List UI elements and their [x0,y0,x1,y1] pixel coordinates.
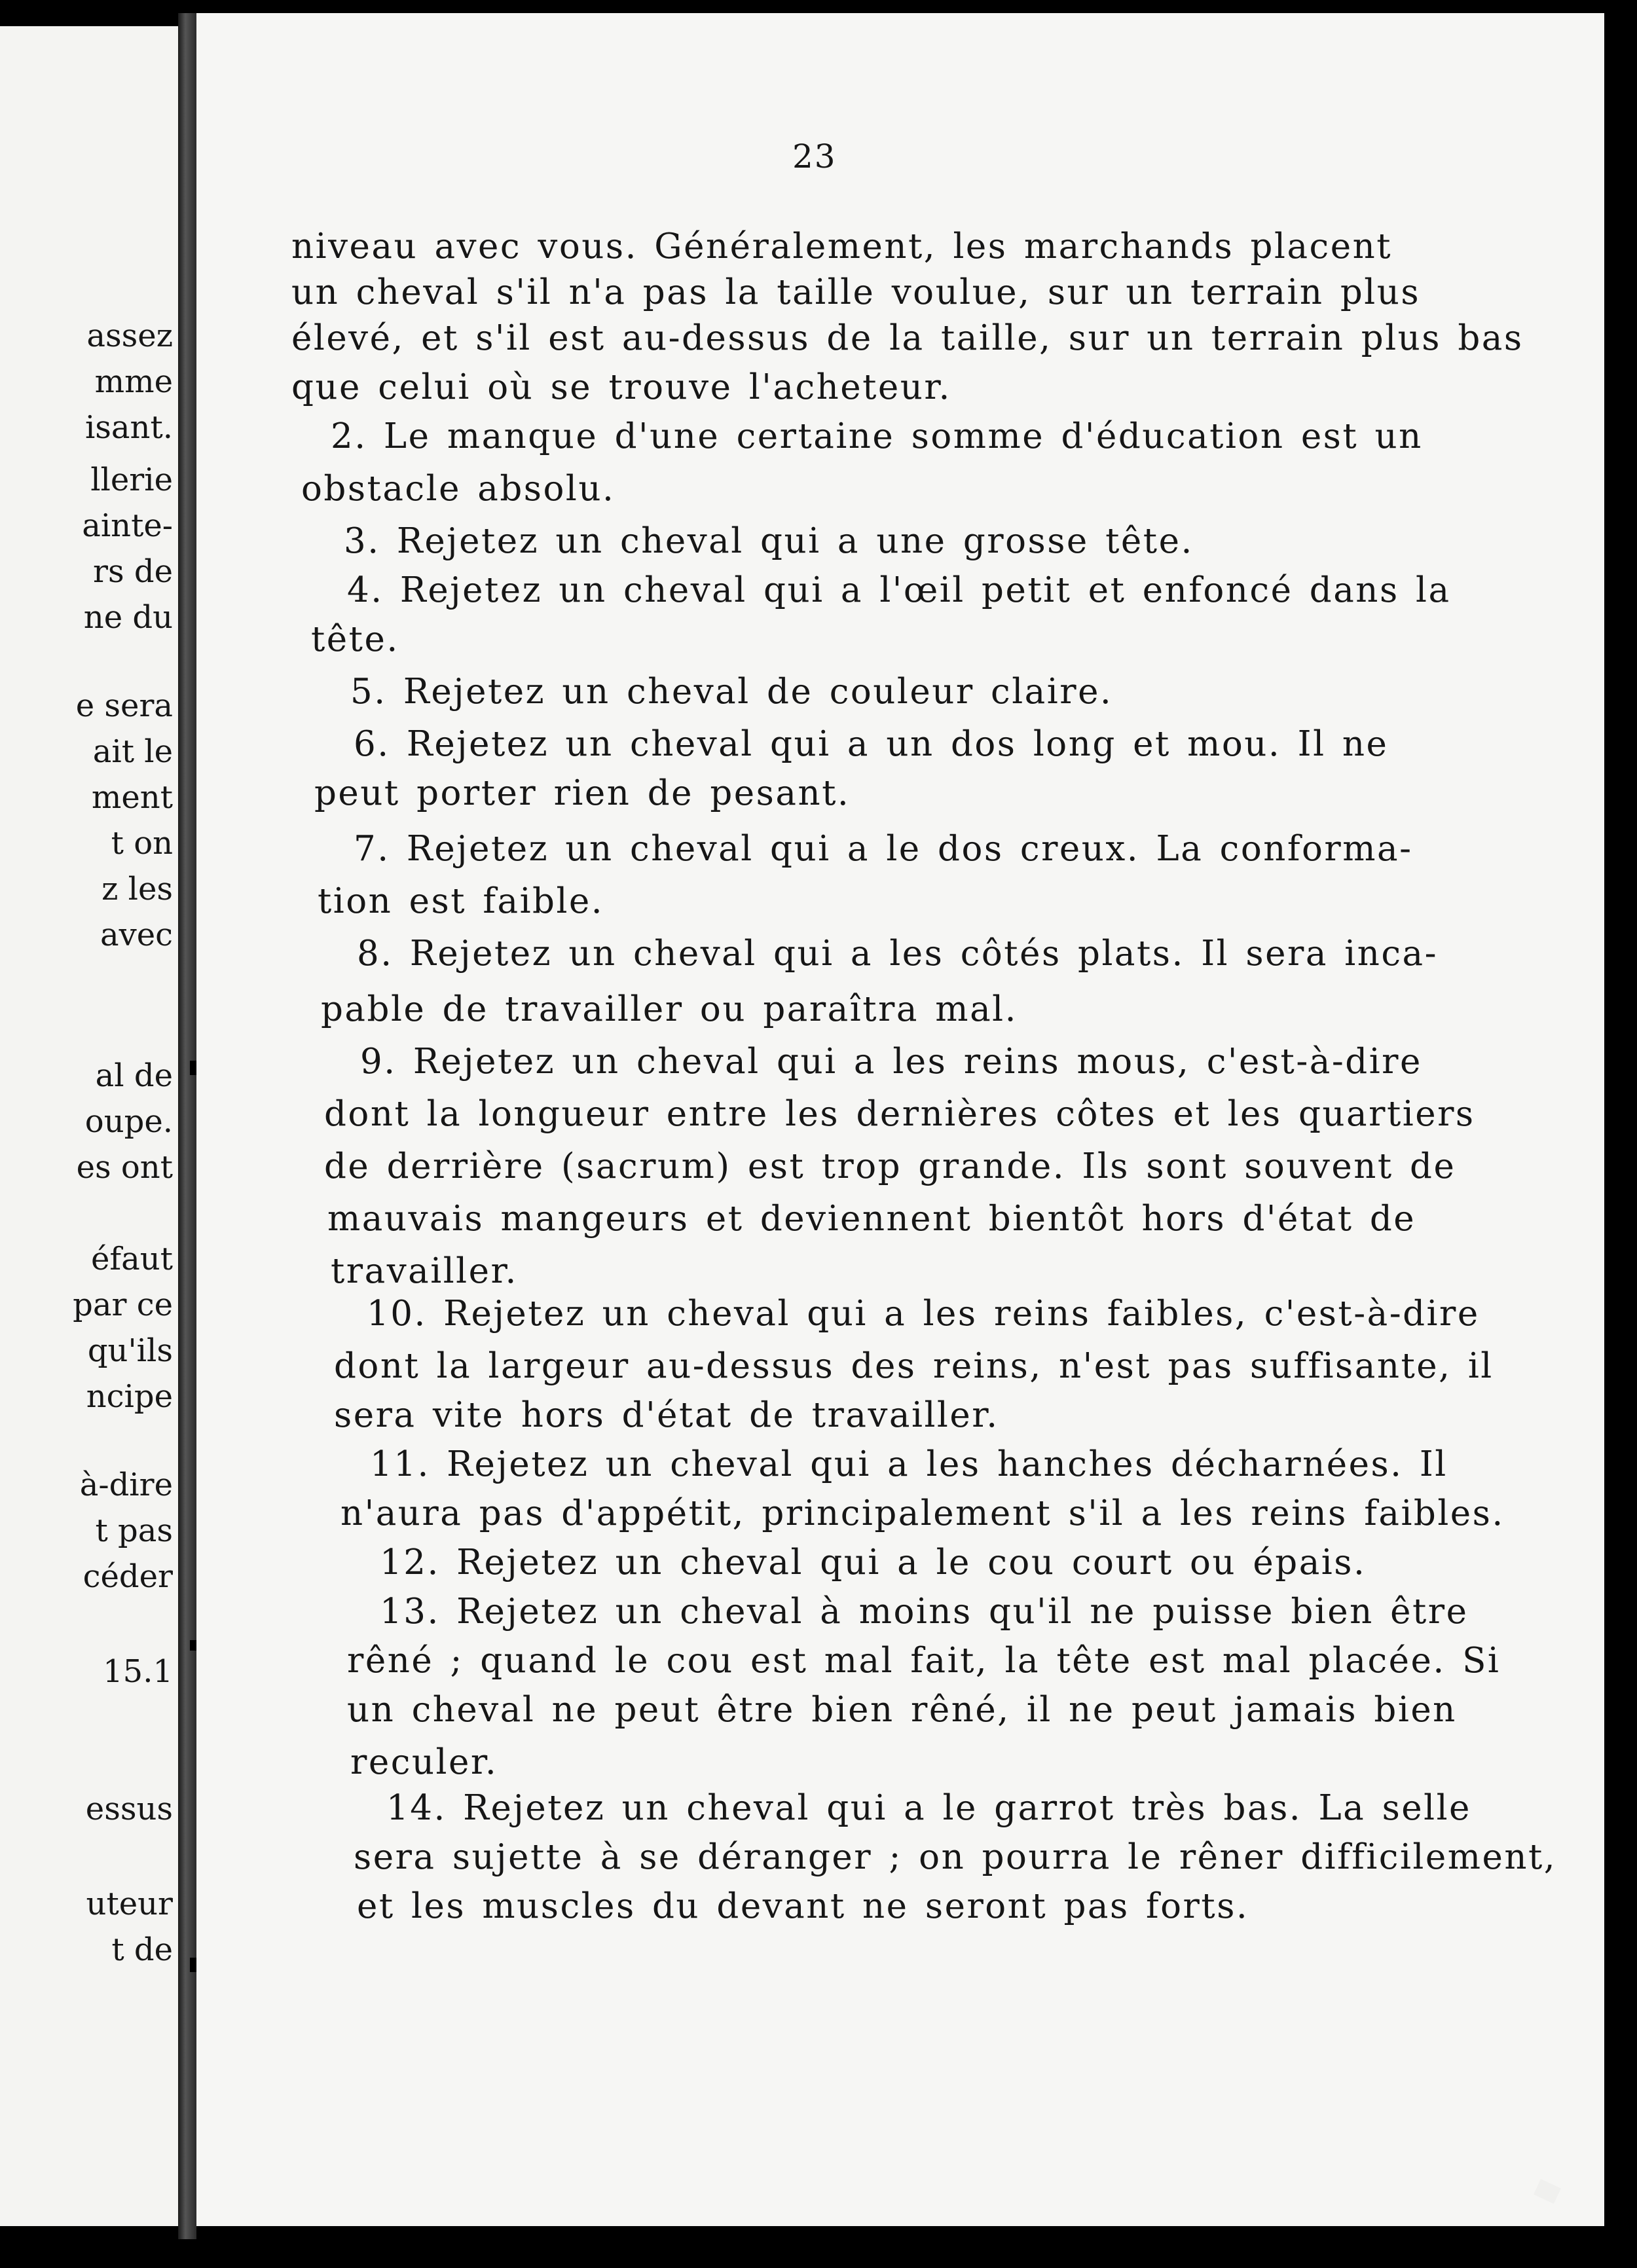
text-line: tion est faible. [318,881,604,921]
left-page-line: essus [85,1791,173,1827]
text-line: mauvais mangeurs et deviennent bientôt hors d'état de [327,1199,1416,1239]
page-23 [196,13,1604,2226]
text-line: 8. Rejetez un cheval qui a les côtés plats. Il sera inca- [357,934,1439,974]
left-page-line: es ont [76,1149,173,1186]
text-line: que celui où se trouve l'acheteur. [291,367,951,407]
left-page-line: ne du [83,599,173,636]
text-line: 5. Rejetez un cheval de couleur claire. [350,672,1113,712]
left-page-line: uteur [86,1886,173,1922]
text-line: 6. Rejetez un cheval qui a un dos long et mou. Il ne [354,724,1389,764]
text-line: obstacle absolu. [301,469,616,509]
text-line: 2. Le manque d'une certaine somme d'éducation est un [331,416,1423,456]
text-line: sera vite hors d'état de travailler. [334,1395,999,1435]
text-line: un cheval ne peut être bien rêné, il ne peut jamais bien [347,1690,1457,1730]
text-line: dont la longueur entre les dernières côtes et les quartiers [324,1094,1475,1134]
text-line: sera sujette à se déranger ; on pourra le rêner difficilement, [354,1837,1557,1877]
left-page-line: à-dire [79,1467,173,1503]
text-line: n'aura pas d'appétit, principalement s'il a les reins faibles. [340,1493,1505,1533]
text-line: et les muscles du devant ne seront pas forts. [357,1886,1249,1926]
left-page-line: qu'ils [87,1332,173,1369]
left-page-line: assez [86,318,173,354]
text-line: pable de travailler ou paraîtra mal. [321,989,1018,1029]
text-line: 4. Rejetez un cheval qui a l'œil petit et enfoncé dans la [347,570,1451,610]
left-page-line: t de [111,1931,173,1968]
left-page-line: isant. [84,409,173,446]
left-page-line: z les [101,871,173,907]
left-page-line: avec [100,917,173,953]
text-line: de derrière (sacrum) est trop grande. Ils sont souvent de [324,1146,1456,1186]
text-line: tête. [311,619,399,659]
text-line: 11. Rejetez un cheval qui a les hanches décharnées. Il [370,1444,1448,1484]
text-line: 10. Rejetez un cheval qui a les reins faibles, c'est-à-dire [367,1294,1480,1334]
book-gutter [178,13,196,2239]
left-page-line: 15.1 [103,1653,173,1690]
left-page-fragment [0,26,178,2226]
text-line: élevé, et s'il est au-dessus de la taille, sur un terrain plus bas [291,318,1524,358]
text-line: 7. Rejetez un cheval qui a le dos creux. La conforma- [354,829,1413,869]
left-page-line: mme [94,363,173,400]
left-page-line: e sera [75,687,173,724]
left-page-line: ait le [92,733,173,770]
text-line: dont la largeur au-dessus des reins, n'est pas suffisante, il [334,1346,1494,1386]
left-page-line: ment [91,779,173,816]
left-page-line: éfaut [91,1241,173,1277]
text-line: 3. Rejetez un cheval qui a une grosse tête. [344,521,1194,561]
left-page-line: céder [83,1558,173,1595]
text-line: 13. Rejetez un cheval à moins qu'il ne puisse bien être [380,1592,1469,1632]
text-line: niveau avec vous. Généralement, les marchands placent [291,227,1393,266]
text-line: 14. Rejetez un cheval qui a le garrot très bas. La selle [386,1788,1471,1828]
left-page-line: rs de [93,553,173,590]
page-number: 23 [792,137,837,175]
text-line: travailler. [331,1251,518,1291]
paper-speck [1534,2179,1561,2204]
left-page-line: al de [95,1057,173,1094]
text-line: peut porter rien de pesant. [314,773,851,813]
left-page-line: t pas [95,1512,173,1549]
left-page-line: par ce [73,1287,173,1323]
text-line: reculer. [350,1742,498,1782]
left-page-line: ncipe [86,1378,173,1415]
text-line: 12. Rejetez un cheval qui a le cou court ou épais. [380,1543,1367,1582]
left-page-line: t on [111,825,173,862]
left-page-line: oupe. [84,1103,173,1140]
text-line: un cheval s'il n'a pas la taille voulue, sur un terrain plus [291,272,1421,312]
text-line: 9. Rejetez un cheval qui a les reins mous, c'est-à-dire [360,1042,1422,1082]
left-page-line: llerie [90,462,173,498]
left-page-line: ainte- [82,507,173,544]
text-line: rêné ; quand le cou est mal fait, la tête est mal placée. Si [347,1641,1501,1681]
